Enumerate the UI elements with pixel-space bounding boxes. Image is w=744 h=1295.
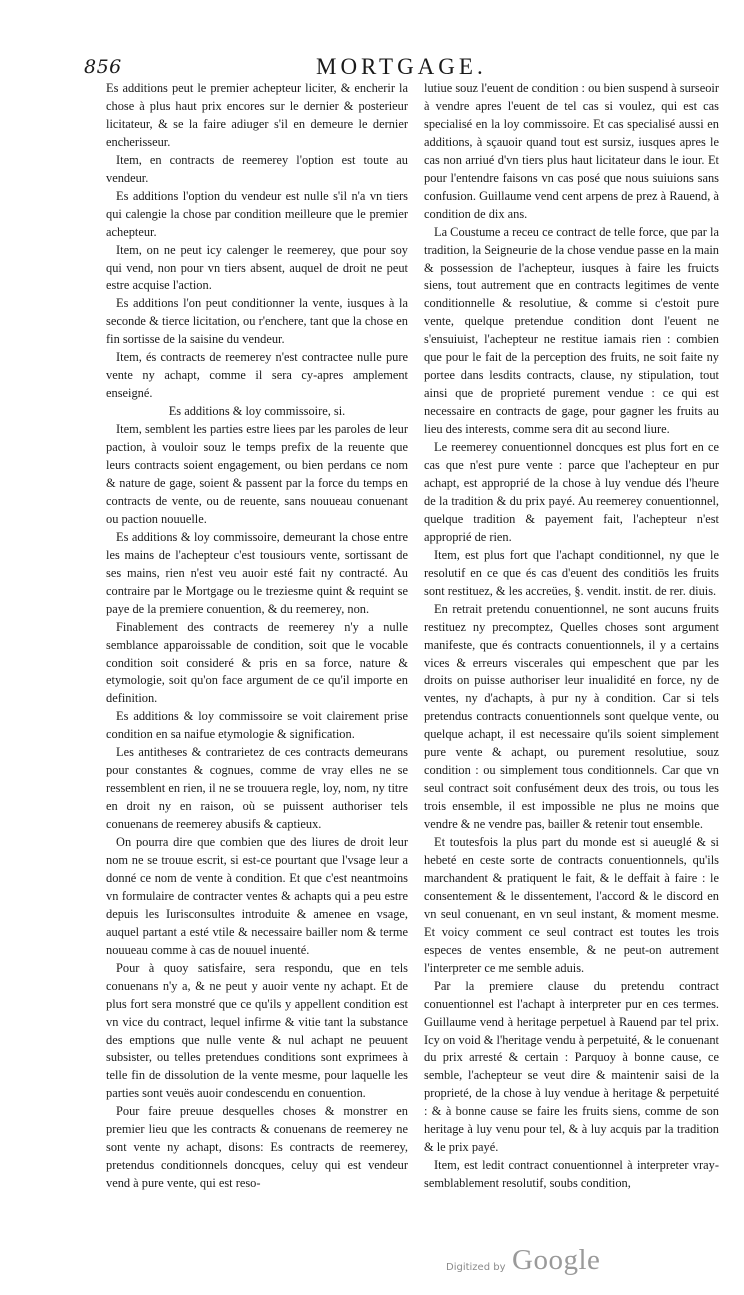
paragraph: Et toutesfois la plus part du monde est si aueuglé & si hebeté en ceste sorte de contracts conuentionnels, qu'ils marchandent & pratiquent le fait, & le deffait à faire : le consentement & le dissentement, l'accord & le discord en vn seul conuenant, en vn seul instant, & moment mesme. Et voicy comment ce seul contract est toutes les trois especes de ventes ensemble, & ne peut-on autrement l'interpreter ce me semble aduis. — [424, 835, 719, 975]
digitized-by-label: Digitized by — [446, 1262, 506, 1273]
paragraph: En retrait pretendu conuentionnel, ne sont aucuns fruits restituez ny precomptez, Quelles choses sont argument manifeste, que és contracts conuentionnels, il y a certains vices & erreurs viscerales qui empeschent que par les droits on puisse authoriser leur inualidité en force, ny de ventes, ny d'achapts, à pur ny à condition. Car si tels pretendus contracts conuentionnels sont quelque vente, ou quelque achapt, il est necessaire qu'ils soient simplement pure vente & achapt, ou purement resolutiue, souz condition : ou simplement tous conditionnels. Car que vn seul contract soit confusément deux des trois, ou tous les trois ensemble, il est impossible ne plus ne moins que vendre & ne vendre pas, bailler & retenir tout ensemble. — [424, 601, 719, 832]
paragraph: Es additions & loy commissoire, demeurant la chose entre les mains de l'achepteur c'est tousiours vente, sortissant de ses mains, rien n'est veu auoir esté fait ny contracté. Au contraire par le Mortgage ou le treziesme quint & requint se paye de la premiere conuention, & du reemerey, non. — [106, 529, 408, 616]
paragraph: On pourra dire que combien que des liures de droit leur nom ne se trouue escrit, si est-ce pourtant que l'vsage leur a donné ce nom de vente à condition. Et que c'est neantmoins vn formulaire de contracter ventes & achapts qui a peu estre depuis les Iurisconsultes introduite & amenee en vsage, auquel partant a esté vtile & necessaire bailler nom & terme nouueau comme à cas de nouuel inuenté. — [106, 835, 408, 957]
digitized-by-watermark — [438, 1238, 638, 1278]
paragraph: Finablement des contracts de reemerey n'y a nulle semblance apparoissable de condition, soit que le vocable condition soit consideré & pris en sa force, nature & etymologie, soit qu'on face argument de ce qu'il importe en definition. — [106, 619, 408, 706]
paragraph: Es additions & loy commissoire se voit clairement prise condition en sa naifue etymologie & signification. — [106, 709, 408, 742]
paragraph: Item, on ne peut icy calenger le reemerey, que pour soy qui vend, non pour vn tiers absent, auquel de droit ne peut estre acquise l'action. — [106, 242, 408, 293]
paragraph: Par la premiere clause du pretendu contract conuentionnel est l'achapt à interpreter pur en ces termes. Guillaume vend à heritage perpetuel à Rauend par tel prix. Icy on void & l'heritage vendu à perpetuité, & le conuenant du prix arresté & certain : Parquoy à bonne cause, ce semble, l'achepteur se veut dire & maintenir saisi de la proprieté, de la chose à luy vendue à heritage & perpetuité : & à bonne cause se faire les fruits siens, comme de son heritage à luy venu pour tel, & à luy acquis par la tradition & le prix payé. — [424, 978, 719, 1155]
paragraph: lutiue souz l'euent de condition : ou bien suspend à surseoir à vendre apres l'euent de tel cas si voulez, qui est cas specialisé en la loy commissoire. Et cas specialisé aussi en additions, à sçauoir quand tout est sursiz, iusques apres le cas non arriué d'vn tiers plus haut licitateur dans le iour. Et pour l'entendre faisons vn cas posé que nous suiuions sans confusion. Guillaume vend cent arpens de prez à Rauend, à condition de dix ans. — [424, 81, 719, 221]
paragraph: Pour faire preuue desquelles choses & monstrer en premier lieu que les contracts & conuenans de reemerey ne sont vente ny achapt, disons: Es contracts de reemerey, pretendus conditionnels doncques, celuy qui est vendeur vend à pure vente, qui est reso- — [106, 1104, 408, 1191]
paragraph: Item, és contracts de reemerey n'est contractee nulle pure vente ny achapt, comme il sera cy-apres amplement enseigné. — [106, 350, 408, 401]
paragraph: Item, est plus fort que l'achapt conditionnel, ny que le resolutif en ce que és cas d'euent des conditiōs les fruits sont restituez, & les accreües, §. vendit. instit. de rer. diuis. — [424, 547, 719, 598]
right-column — [424, 80, 719, 1193]
paragraph: Pour à quoy satisfaire, sera respondu, que en tels conuenans n'y a, & ne peut y auoir vente ny achapt. Et de plus fort sera monstré que ce qu'ils y appellent condition est vn vice du contract, lequel infirme & vitie tant la substance des emptions que nulle vente & nul achapt ne peuuent subsister, ou telles pretendues conditions sont exprimees à telle fin de dissolution de la vente mesme, pour laquelle les parties sont veuës auoir condescendu en conuention. — [106, 960, 408, 1101]
paragraph: Item, est ledit contract conuentionnel à interpreter vray-semblablement resolutif, soubs condition, — [424, 1158, 719, 1191]
paragraph: Es additions l'on peut conditionner la vente, iusques à la seconde & tierce licitation, ou r'enchere, tant que la chose en fin sortisse de la saisine du vendeur. — [106, 296, 408, 347]
paragraph: Item, en contracts de reemerey l'option est toute au vendeur. — [106, 152, 408, 185]
paragraph: Es additions l'option du vendeur est nulle s'il n'a vn tiers qui calengie la chose par condition meilleure que le premier achepteur. — [106, 188, 408, 239]
paragraph: Es additions & loy commissoire, si. — [168, 404, 346, 419]
paragraph: Le reemerey conuentionnel doncques est plus fort en ce cas que n'est pure vente : parce que l'achepteur en pur achapt, est approprié de la chose à luy vendue dés l'heure de la tradition & du prix payé. Au reemerey conuentionnel, quelque tradition & payement fait, l'achepteur n'est approprié de rien. — [424, 440, 719, 544]
page-header — [84, 52, 724, 78]
paragraph: Item, semblent les parties estre liees par les paroles de leur paction, à vouloir souz le temps prefix de la reuente que leurs contracts soient engagement, ou bien perdans ce nom & nature de gage, soient & passent par la force du temps en contracts de vente, ou de reuente, sans nouueau conuenant ou paction nouuelle. — [106, 422, 408, 526]
paragraph: Es additions peut le premier achepteur liciter, & encherir la chose à plus haut prix encores sur le dernier & posterieur licitateur, & se la faire adiuger s'il en demeure le dernier encherisseur. — [106, 81, 408, 149]
paragraph: Les antitheses & contrarietez de ces contracts demeurans pour constantes & cognues, comme de vray elles ne se ressemblent en rien, il ne se trouuera regle, loy, nom, ny titre en droit ny en raison, où se puissent authoriser tels conuenans de reemerey abusifs & captieux. — [106, 745, 408, 832]
left-column — [106, 80, 408, 1193]
google-logo: Google — [512, 1244, 601, 1276]
page-number: 856 — [84, 56, 122, 78]
paragraph: La Coustume a receu ce contract de telle force, que par la tradition, la Seigneurie de la chose vendue passe en la main & possession de l'achepteur, iusques à faire les fruicts siens, tout autrement que en contracts legitimes de vente conditionnelle & resolutiue, & comme si c'estoit pure vente, quelque pretendue condition dont l'euent ne s'ensuiuist, l'achepteur ne restitue iamais rien : combien que pour le fait de la perception des fruits, ne soit faite ny portee dans lesdits contracts, clause, ny stipulation, tout ainsi que de proprieté purement vendue : ce qui est necessaire en contracts de gage, pour gagner les fruits au lieu des interests, comme sera dit au second liure. — [424, 224, 719, 437]
running-title: MORTGAGE. — [316, 54, 487, 79]
